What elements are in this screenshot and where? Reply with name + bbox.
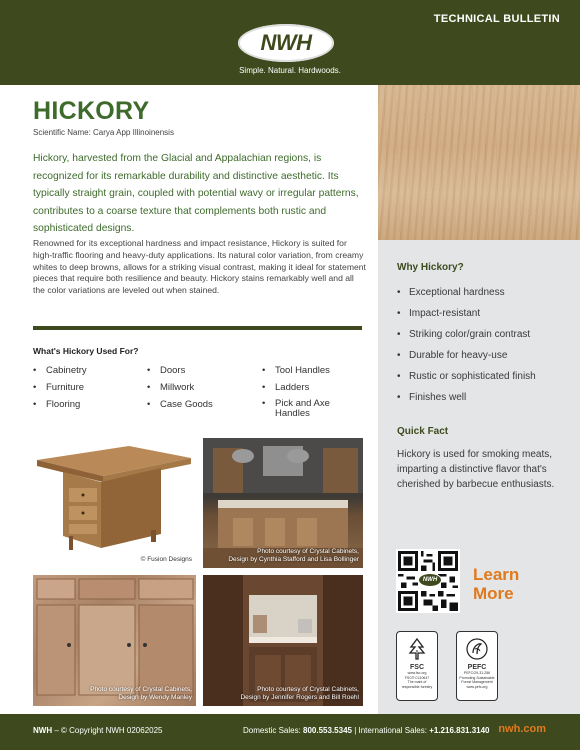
qr-logo-badge: NWH (418, 573, 442, 587)
learn-more-line1: Learn (473, 565, 520, 584)
section-divider (33, 326, 362, 330)
nwh-logo[interactable] (238, 24, 334, 62)
tagline: Simple. Natural. Hardwoods. (239, 66, 341, 75)
list-item: • Ladders (262, 379, 330, 396)
list-item: • Case Goods (147, 396, 213, 413)
photo-hickory-pantry (203, 575, 363, 706)
list-item: • Exceptional hardness (397, 282, 536, 303)
photo-credit (228, 548, 359, 564)
list-item: • Millwork (147, 379, 213, 396)
pefc-certification (456, 631, 498, 701)
why-list (397, 282, 536, 408)
fsc-tree-icon (405, 637, 429, 661)
list-item: • Doors (147, 362, 213, 379)
quick-fact-text: Hickory is used for smoking meats, imparting a distinctive flavor that's cherished by barbecue enthusiasts. (397, 449, 555, 490)
why-heading: Why Hickory? (397, 262, 464, 273)
list-item: • Tool Handles (262, 362, 330, 379)
fsc-url: www.fsc.org (407, 671, 427, 675)
pefc-code: PEFC (467, 664, 487, 671)
photo-credit: © Fusion Designs (140, 556, 192, 563)
domestic-label: Domestic Sales: (243, 726, 304, 735)
footer-copyright (33, 726, 163, 735)
list-item-line2: Handles (275, 408, 310, 419)
fsc-code: FSC (410, 664, 424, 671)
pefc-tree-icon (465, 637, 489, 661)
credit-line2: Design by Jennifer Rogers and Bill Roehl (240, 694, 359, 701)
learn-more-link[interactable] (473, 565, 519, 603)
footer-sales-contacts (243, 726, 489, 735)
table-illustration (33, 438, 196, 568)
qr-code[interactable] (396, 549, 460, 613)
hickory-wood-sample (378, 85, 580, 240)
footer-bar (0, 714, 580, 750)
list-item: • Rustic or sophisticated finish (397, 366, 536, 387)
uses-list-col1 (33, 362, 87, 413)
credit-line1: Photo courtesy of Crystal Cabinets, (257, 686, 359, 693)
intl-label: | International Sales: (351, 726, 430, 735)
list-item (262, 396, 330, 419)
uses-heading: What's Hickory Used For? (33, 346, 139, 356)
fsc-note: The mark of responsible forestry (401, 680, 433, 689)
list-item: • Finishes well (397, 387, 536, 408)
list-item: • Furniture (33, 379, 87, 396)
fsc-certification (396, 631, 438, 701)
technical-bulletin-label: TECHNICAL BULLETIN (433, 13, 560, 25)
photo-hickory-table (33, 438, 196, 568)
scientific-name: Scientific Name: Carya App Illinoinensis (33, 128, 174, 137)
list-item-line1: Pick and Axe (275, 398, 330, 409)
uses-list-col2 (147, 362, 213, 413)
copyright-text: – © Copyright NWH 02062025 (52, 726, 163, 735)
header-bar (0, 0, 580, 85)
list-item: • Flooring (33, 396, 87, 413)
sidebar (378, 85, 580, 714)
website-link[interactable]: nwh.com (498, 723, 546, 735)
photo-hickory-cabinet-doors (33, 575, 196, 706)
fsc-license: FSC® C110647 (404, 675, 430, 680)
photo-credit (240, 686, 359, 702)
lead-paragraph: Hickory, harvested from the Glacial and Appalachian regions, is recognized for its remarkable durability and distinctive aesthetic. Its typically straight grain, coupled with potential wavy or irregular patterns, contributes to a coarse texture that complements both rustic and sophisticated designs. (33, 153, 359, 234)
logo-oval (238, 24, 334, 62)
pefc-note: Promoting Sustainable Forest Management (459, 675, 495, 684)
learn-more-line2: More (473, 584, 514, 603)
credit-line2: Design by Wendy Manley (118, 694, 192, 701)
list-item: • Durable for heavy-use (397, 345, 536, 366)
logo-text: NWH (260, 30, 312, 55)
domestic-phone[interactable]: 800.553.5345 (303, 726, 352, 735)
list-item: • Impact-resistant (397, 303, 536, 324)
photo-credit (90, 686, 192, 702)
body-paragraph: Renowned for its exceptional hardness and impact resistance, Hickory is suited for high-traffic flooring and heavy-duty applications. Its natural color variation, from creamy whites to deep browns, allows for a striking visual contrast, making it ideal for statement pieces that require both resilience and beauty. Hickory stains remarkably well and all the color variations are leveled out when stained. (33, 238, 366, 296)
credit-line1: Photo courtesy of Crystal Cabinets, (90, 686, 192, 693)
quick-fact-heading: Quick Fact (397, 426, 449, 437)
page-title: HICKORY (33, 97, 150, 125)
list-item: • Cabinetry (33, 362, 87, 379)
uses-list-col3 (262, 362, 330, 419)
photo-hickory-kitchen (203, 438, 363, 568)
pefc-id: PEFC/29-31-256 (463, 671, 491, 675)
credit-line2: Design by Cynthia Stafford and Lisa Bollinger (228, 556, 359, 563)
pefc-url: www.pefc.org (466, 684, 488, 689)
intl-phone[interactable]: +1.216.831.3140 (429, 726, 490, 735)
credit-line1: Photo courtesy of Crystal Cabinets, (257, 548, 359, 555)
footer-brand: NWH (33, 726, 53, 735)
list-item: • Striking color/grain contrast (397, 324, 536, 345)
